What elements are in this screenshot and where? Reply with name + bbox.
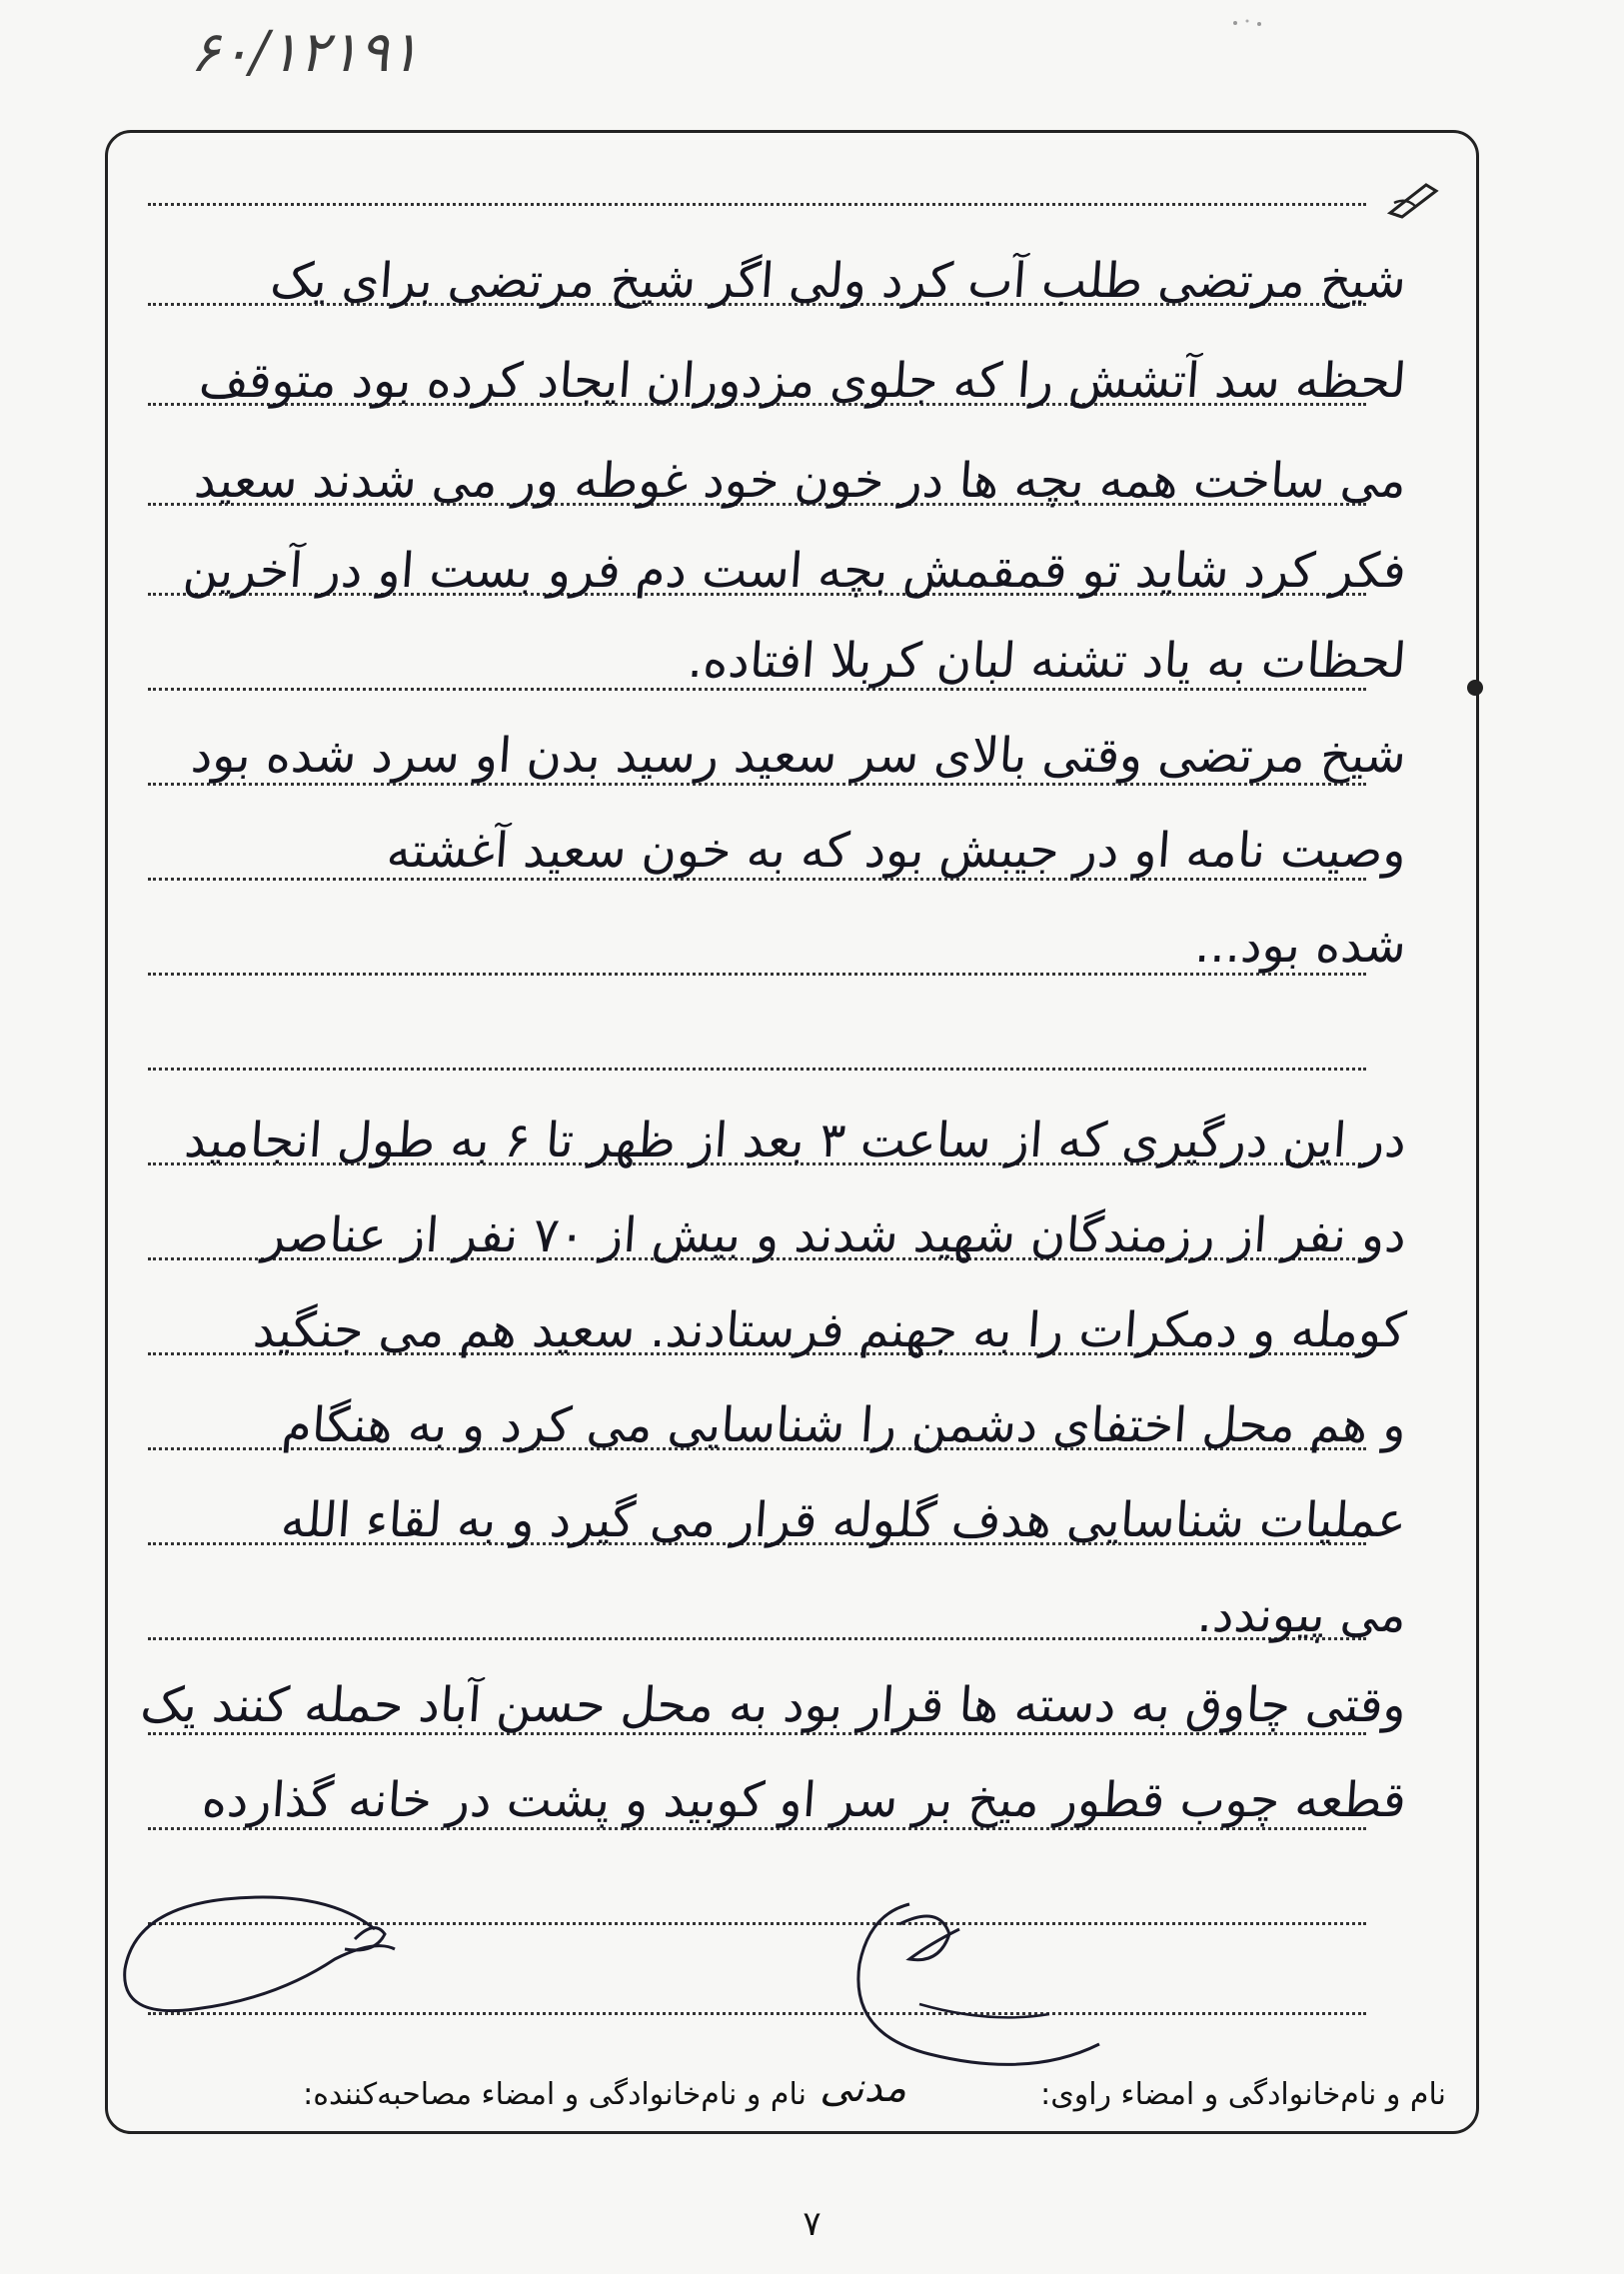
handwritten-line: فکر کرد شاید تو قمقمش بچه است دم فرو بست او در آخرین [181,543,1408,599]
handwritten-line: وصیت نامه او در جیبش بود که به خون سعید آغشته [385,823,1408,879]
handwritten-line: شیخ مرتضی طلب آب کرد ولی اگر شیخ مرتضی برای یک [268,253,1408,309]
handwritten-line: دو نفر از رزمندگان شهید شدند و بیش از ۷۰ نفر از عناصر [260,1207,1408,1263]
handwritten-line: کومله و دمکرات را به جهنم فرستادند. سعید هم می جنگید [251,1302,1408,1358]
handwritten-line: لحظه سد آتشش را که جلوی مزدوران ایجاد کرده بود متوقف [197,353,1408,409]
handwritten-line: می پیوندد. [1195,1587,1408,1643]
narrator-signature [75,1879,405,2029]
document-number: ۶۰/۱۲۱۹۱ [190,20,420,85]
handwritten-line: وقتی چاوق به دسته ها قرار بود به محل حسن آباد حمله کنند یک [138,1677,1408,1733]
interviewer-signature [790,1884,1119,2084]
narrator-label: نام و نام‌خانوادگی و امضاء راوی: [1040,2077,1446,2112]
ruled-line [148,203,1366,206]
handwritten-line: در این درگیری که از ساعت ۳ بعد از ظهر تا ۶ به طول انجامید [182,1113,1408,1168]
handwritten-line: قطعه چوب قطور میخ بر سر او کوبید و پشت در خانه گذارده [200,1772,1408,1828]
interviewer-label: نام و نام‌خانوادگی و امضاء مصاحبه‌کننده: [303,2077,807,2112]
handwritten-line: عملیات شناسایی هدف گلوله قرار می گیرد و به لقاء الله [279,1492,1408,1548]
handwritten-line: می ساخت همه بچه ها در خون خود غوطه ور می شدند سعید [192,453,1408,509]
handwritten-line: شده بود... [1192,918,1408,974]
page-number: ۷ [803,2204,821,2244]
ink-dot [1467,680,1483,696]
handwritten-line: و هم محل اختفای دشمن را شناسایی می کرد و به هنگام [280,1397,1408,1453]
narrator-name: مدنی [819,2065,906,2111]
pen-icon [1386,177,1442,219]
page-frame [105,130,1479,2134]
handwritten-line: لحظات به یاد تشنه لبان کربلا افتاده. [686,633,1408,689]
ruled-line [148,1068,1366,1071]
handwritten-line: شیخ مرتضی وقتی بالای سر سعید رسید بدن او سرد شده بود [189,728,1408,784]
scan-speck [1229,15,1269,29]
